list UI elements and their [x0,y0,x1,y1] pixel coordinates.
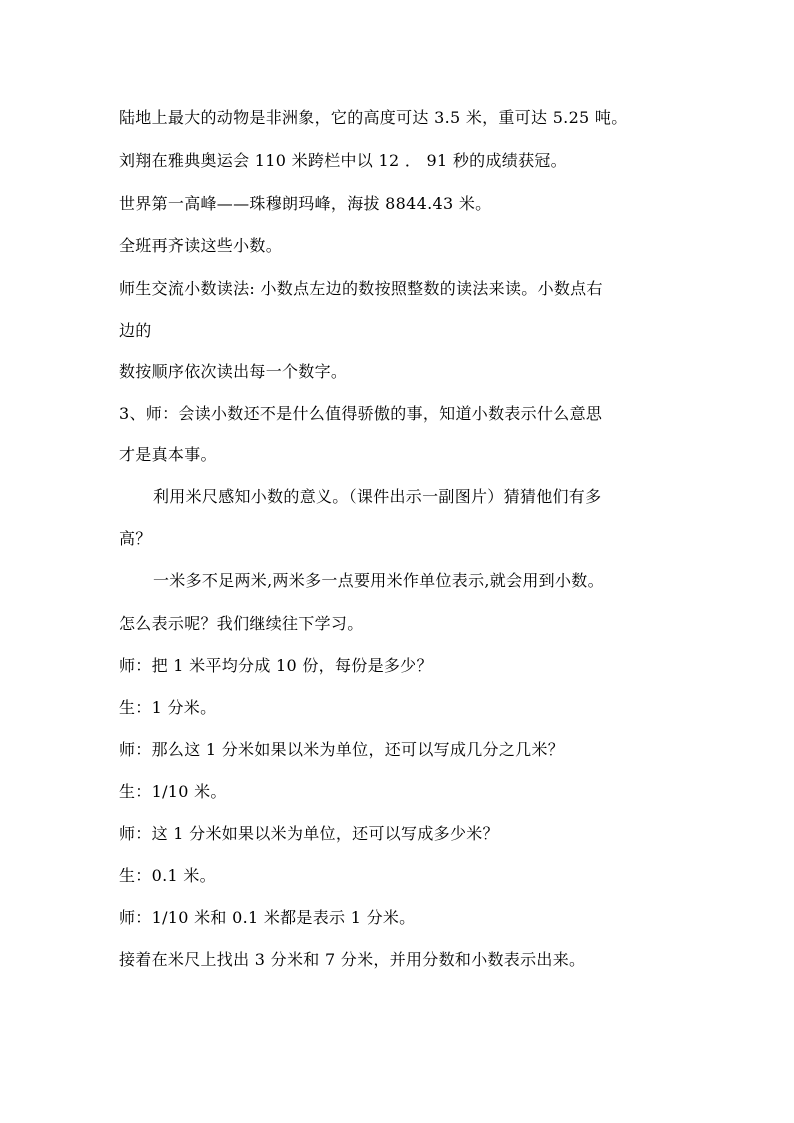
text-line-student-a3: 生：0.1 米。 [119,866,216,885]
text-line-read-digits: 数按顺序依次读出每一个数字。 [119,362,348,381]
text-line-meter-ruler-cont: 高？ [119,529,152,548]
text-line-student-a1: 生：1 分米。 [119,698,217,717]
text-line-how-to-express: 怎么表示呢？我们继续往下学习。 [119,614,364,633]
text-line-liu-xiang: 刘翔在雅典奥运会 110 米跨栏中以 12 ． 91 秒的成绩获冠。 [119,151,567,170]
text-line-teacher-q2: 师：那么这 1 分米如果以米为单位，还可以写成几分之几米？ [119,740,565,759]
text-line-over-one-meter: 一米多不足两米,两米多一点要用米作单位表示,就会用到小数。 [153,571,604,590]
text-line-class-read: 全班再齐读这些小数。 [119,236,283,255]
text-line-teacher-summary: 师：1/10 米和 0.1 米都是表示 1 分米。 [119,908,416,927]
text-line-meter-ruler: 利用米尺感知小数的意义。（课件出示一副图片）猜猜他们有多 [153,487,602,506]
text-line-next-task: 接着在米尺上找出 3 分米和 7 分米，并用分数和小数表示出来。 [119,950,586,969]
text-line-student-a2: 生：1/10 米。 [119,782,227,801]
text-line-reading-method: 师生交流小数读法: 小数点左边的数按照整数的读法来读。小数点右 [119,279,603,298]
text-line-teacher-q1: 师：把 1 米平均分成 10 份，每份是多少？ [119,656,433,675]
text-line-section-3: 3、师：会读小数还不是什么值得骄傲的事，知道小数表示什么意思 [119,404,603,423]
text-line-african-elephant: 陆地上最大的动物是非洲象，它的高度可达 3.5 米，重可达 5.25 吨。 [119,108,628,127]
text-line-section-3-cont: 才是真本事。 [119,445,217,464]
text-line-teacher-q3: 师：这 1 分米如果以米为单位，还可以写成多少米？ [119,824,499,843]
text-line-everest: 世界第一高峰——珠穆朗玛峰，海拔 8844.43 米。 [119,194,492,213]
text-line-reading-method-cont: 边的 [119,321,152,340]
